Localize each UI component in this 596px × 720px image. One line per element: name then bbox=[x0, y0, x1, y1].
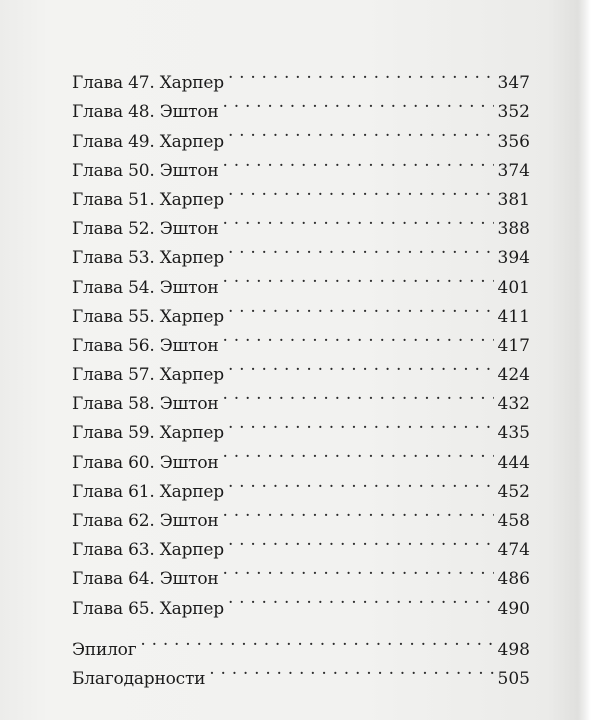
toc-entry-title: Глава 53. Харпер bbox=[72, 248, 224, 269]
dot-leader bbox=[140, 626, 493, 655]
toc-entry-page: 347 bbox=[497, 73, 530, 94]
toc-entry-page: 401 bbox=[497, 277, 530, 298]
toc-entry-title: Глава 63. Харпер bbox=[72, 540, 224, 561]
toc-entry-title: Глава 60. Эштон bbox=[72, 452, 219, 473]
toc-entry-page: 356 bbox=[497, 131, 530, 152]
toc-entry-title: Глава 57. Харпер bbox=[72, 365, 224, 386]
toc-entry-title: Эпилог bbox=[72, 639, 137, 660]
toc-entry-page: 435 bbox=[497, 423, 530, 444]
dot-leader bbox=[228, 526, 494, 555]
dot-leader bbox=[209, 655, 493, 684]
dot-leader bbox=[223, 205, 494, 234]
toc-entry bbox=[72, 59, 530, 94]
toc-entry-page: 417 bbox=[497, 335, 530, 356]
toc-entry-title: Глава 64. Эштон bbox=[72, 569, 219, 590]
toc-entry-page: 498 bbox=[497, 639, 530, 660]
dot-leader bbox=[228, 293, 494, 322]
dot-leader bbox=[223, 497, 494, 526]
toc-entry-page: 411 bbox=[497, 306, 530, 327]
toc-entry-title: Глава 50. Эштон bbox=[72, 160, 219, 181]
toc-entry-title: Глава 61. Харпер bbox=[72, 481, 224, 502]
toc-entry-page: 352 bbox=[497, 102, 530, 123]
dot-leader bbox=[228, 59, 494, 88]
toc-entry-page: 394 bbox=[497, 248, 530, 269]
toc-entry-title: Благодарности bbox=[72, 668, 206, 689]
dot-leader bbox=[228, 351, 494, 380]
dot-leader bbox=[223, 147, 494, 176]
toc-entry-title: Глава 65. Харпер bbox=[72, 598, 224, 619]
table-of-contents bbox=[72, 59, 530, 689]
dot-leader bbox=[228, 117, 494, 146]
dot-leader bbox=[228, 176, 494, 205]
toc-entry-title: Глава 56. Эштон bbox=[72, 335, 219, 356]
toc-entry-page: 474 bbox=[497, 540, 530, 561]
dot-leader bbox=[223, 438, 494, 467]
toc-entry-title: Глава 59. Харпер bbox=[72, 423, 224, 444]
toc-entry-page: 505 bbox=[497, 668, 530, 689]
toc-entry-title: Глава 62. Эштон bbox=[72, 511, 219, 531]
toc-entry-acknowledgements bbox=[72, 655, 530, 689]
toc-entry-page: 444 bbox=[497, 452, 530, 473]
dot-leader bbox=[223, 380, 494, 409]
toc-entry-page: 490 bbox=[497, 598, 530, 619]
dot-leader bbox=[223, 263, 494, 292]
page-edge bbox=[578, 0, 596, 720]
toc-entry-page: 388 bbox=[497, 219, 530, 240]
dot-leader bbox=[228, 584, 494, 613]
toc-entry-page: 458 bbox=[497, 511, 530, 531]
dot-leader bbox=[223, 555, 494, 584]
toc-entry-epilogue bbox=[72, 626, 530, 660]
dot-leader bbox=[228, 468, 494, 497]
toc-entry-page: 424 bbox=[497, 365, 530, 386]
toc-entry-page: 452 bbox=[497, 481, 530, 502]
toc-entry-page: 381 bbox=[497, 189, 530, 210]
toc-entry-page: 486 bbox=[497, 569, 530, 590]
toc-entry-title: Глава 49. Харпер bbox=[72, 131, 224, 152]
toc-entry-page: 432 bbox=[497, 394, 530, 415]
toc-entry-title: Глава 58. Эштон bbox=[72, 394, 219, 415]
toc-entry-title: Глава 48. Эштон bbox=[72, 102, 219, 123]
dot-leader bbox=[223, 322, 494, 351]
toc-entry-title: Глава 55. Харпер bbox=[72, 306, 224, 327]
dot-leader bbox=[223, 88, 494, 117]
toc-entry-title: Глава 47. Харпер bbox=[72, 73, 224, 94]
toc-entry-page: 374 bbox=[497, 160, 530, 181]
toc-entry-title: Глава 51. Харпер bbox=[72, 189, 224, 210]
dot-leader bbox=[228, 234, 494, 263]
toc-entry-title: Глава 52. Эштон bbox=[72, 219, 219, 240]
dot-leader bbox=[228, 409, 494, 438]
toc-entry-title: Глава 54. Эштон bbox=[72, 277, 219, 298]
